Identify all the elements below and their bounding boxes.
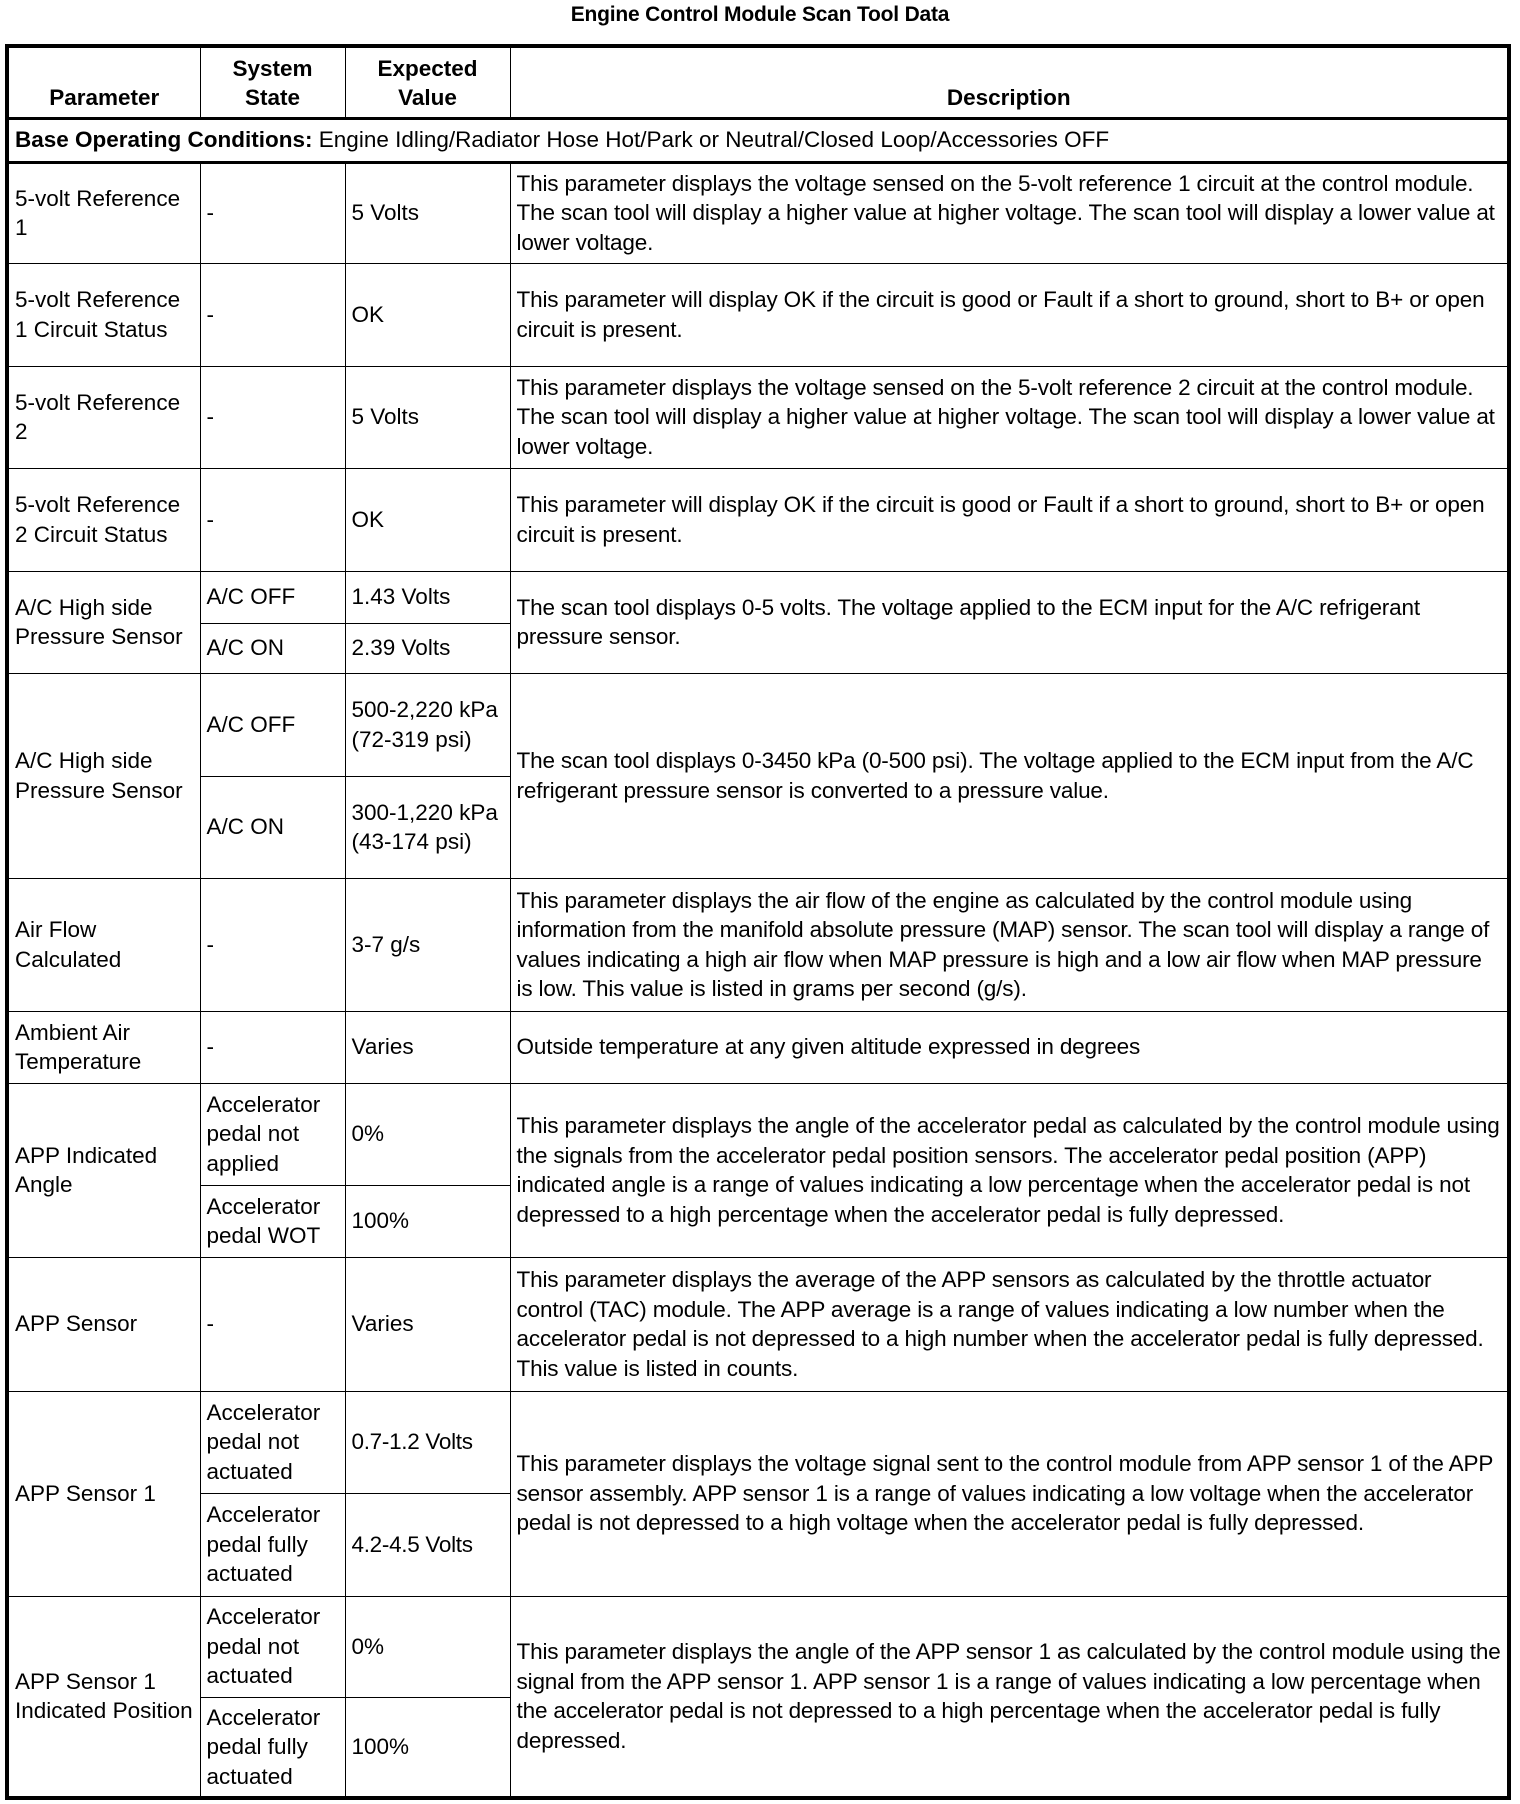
system-state-cell: Accelerator pedal not applied	[200, 1083, 345, 1185]
description-cell: This parameter displays the air flow of the engine as calculated by the control module using information from the manifold absolute pressure (MAP) sensor. The scan tool will display a range of values indicating a high air flow when MAP pressure is high and a low air flow when MAP pressure is low. This value is listed in grams per second (g/s).	[510, 878, 1509, 1011]
description-cell: This parameter displays the angle of the accelerator pedal as calculated by the control module using the signals from the accelerator pedal position sensors. The accelerator pedal position (APP) indicated angle is a range of values indicating a low percentage when the accelerator pedal is not depressed to a high percentage when the accelerator pedal is fully depressed.	[510, 1083, 1509, 1257]
base-conditions-value: Engine Idling/Radiator Hose Hot/Park or Neutral/Closed Loop/Accessories OFF	[312, 127, 1110, 153]
expected-value-cell: 500-2,220 kPa (72-319 psi)	[345, 673, 510, 776]
expected-value-cell: 3-7 g/s	[345, 878, 510, 1011]
description-cell: The scan tool displays 0-3450 kPa (0-500 psi). The voltage applied to the ECM input from the A/C refrigerant pressure sensor is converted to a pressure value.	[510, 673, 1509, 878]
system-state-cell: -	[200, 162, 345, 263]
table-row	[7, 366, 1509, 468]
system-state-cell: -	[200, 878, 345, 1011]
expected-value-cell: Varies	[345, 1011, 510, 1083]
table-row	[7, 878, 1509, 1011]
base-conditions	[7, 118, 1509, 162]
table-row	[7, 1391, 1509, 1493]
table-row	[7, 673, 1509, 776]
description-cell: Outside temperature at any given altitude expressed in degrees	[510, 1011, 1509, 1083]
system-state-cell: Accelerator pedal not actuated	[200, 1596, 345, 1697]
description-cell: This parameter will display OK if the circuit is good or Fault if a short to ground, short to B+ or open circuit is present.	[510, 468, 1509, 571]
parameter-cell: 5-volt Reference 1 Circuit Status	[7, 263, 200, 366]
system-state-cell: -	[200, 366, 345, 468]
description-cell: This parameter will display OK if the circuit is good or Fault if a short to ground, short to B+ or open circuit is present.	[510, 263, 1509, 366]
scan-tool-data-table	[5, 44, 1511, 1800]
expected-value-cell: OK	[345, 263, 510, 366]
header-expected-value: Expected Value	[345, 46, 510, 118]
page-title: Engine Control Module Scan Tool Data	[570, 3, 950, 26]
header-parameter: Parameter	[7, 46, 200, 118]
expected-value-cell: 5 Volts	[345, 162, 510, 263]
parameter-cell: APP Sensor 1 Indicated Position	[7, 1596, 200, 1798]
table-row	[7, 1011, 1509, 1083]
expected-value-cell: 1.43 Volts	[345, 571, 510, 623]
expected-value-cell: OK	[345, 468, 510, 571]
expected-value-cell: 2.39 Volts	[345, 623, 510, 673]
description-cell: The scan tool displays 0-5 volts. The voltage applied to the ECM input for the A/C refrigerant pressure sensor.	[510, 571, 1509, 673]
system-state-cell: Accelerator pedal not actuated	[200, 1391, 345, 1493]
expected-value-cell: 5 Volts	[345, 366, 510, 468]
table-row	[7, 571, 1509, 623]
system-state-cell: A/C OFF	[200, 571, 345, 623]
table-row	[7, 263, 1509, 366]
table-row	[7, 1596, 1509, 1697]
description-cell: This parameter displays the voltage sensed on the 5-volt reference 2 circuit at the control module. The scan tool will display a higher value at higher voltage. The scan tool will display a lower value at lower voltage.	[510, 366, 1509, 468]
table-row	[7, 1083, 1509, 1185]
expected-value-cell: 0%	[345, 1596, 510, 1697]
system-state-cell: -	[200, 1257, 345, 1391]
system-state-cell: -	[200, 263, 345, 366]
table-header-row	[7, 46, 1509, 118]
parameter-cell: Ambient Air Temperature	[7, 1011, 200, 1083]
base-conditions-label: Base Operating Conditions:	[15, 127, 313, 153]
system-state-cell: A/C OFF	[200, 673, 345, 776]
system-state-cell: Accelerator pedal fully actuated	[200, 1697, 345, 1798]
parameter-cell: APP Indicated Angle	[7, 1083, 200, 1257]
system-state-cell: -	[200, 468, 345, 571]
parameter-cell: A/C High side Pressure Sensor	[7, 571, 200, 673]
expected-value-cell: 4.2-4.5 Volts	[345, 1493, 510, 1596]
table-row	[7, 162, 1509, 263]
system-state-cell: A/C ON	[200, 776, 345, 878]
system-state-cell: -	[200, 1011, 345, 1083]
description-cell: This parameter displays the voltage signal sent to the control module from APP sensor 1 of the APP sensor assembly. APP sensor 1 is a range of values indicating a low voltage when the accelerator pedal is not depressed to a high voltage when the accelerator pedal is fully depressed.	[510, 1391, 1509, 1596]
description-cell: This parameter displays the voltage sensed on the 5-volt reference 1 circuit at the control module. The scan tool will display a higher value at higher voltage. The scan tool will display a lower value at lower voltage.	[510, 162, 1509, 263]
table-row	[7, 468, 1509, 571]
expected-value-cell: 0%	[345, 1083, 510, 1185]
parameter-cell: A/C High side Pressure Sensor	[7, 673, 200, 878]
expected-value-cell: 0.7-1.2 Volts	[345, 1391, 510, 1493]
parameter-cell: 5-volt Reference 2	[7, 366, 200, 468]
parameter-cell: 5-volt Reference 1	[7, 162, 200, 263]
system-state-cell: Accelerator pedal WOT	[200, 1185, 345, 1257]
parameter-cell: APP Sensor	[7, 1257, 200, 1391]
header-description: Description	[510, 46, 1509, 118]
header-system-state: System State	[200, 46, 345, 118]
expected-value-cell: 300-1,220 kPa (43-174 psi)	[345, 776, 510, 878]
system-state-cell: Accelerator pedal fully actuated	[200, 1493, 345, 1596]
parameter-cell: 5-volt Reference 2 Circuit Status	[7, 468, 200, 571]
expected-value-cell: Varies	[345, 1257, 510, 1391]
description-cell: This parameter displays the average of the APP sensors as calculated by the throttle actuator control (TAC) module. The APP average is a range of values indicating a low number when the accelerator pedal is not depressed to a high number when the accelerator pedal is fully depressed. This value is listed in counts.	[510, 1257, 1509, 1391]
expected-value-cell: 100%	[345, 1185, 510, 1257]
table-row	[7, 1257, 1509, 1391]
expected-value-cell: 100%	[345, 1697, 510, 1798]
base-conditions-row	[7, 118, 1509, 162]
description-cell: This parameter displays the angle of the APP sensor 1 as calculated by the control module using the signal from the APP sensor 1. APP sensor 1 is a range of values indicating a low percentage when the accelerator pedal is not depressed to a high percentage when the accelerator pedal is fully depressed.	[510, 1596, 1509, 1798]
system-state-cell: A/C ON	[200, 623, 345, 673]
parameter-cell: APP Sensor 1	[7, 1391, 200, 1596]
parameter-cell: Air Flow Calculated	[7, 878, 200, 1011]
